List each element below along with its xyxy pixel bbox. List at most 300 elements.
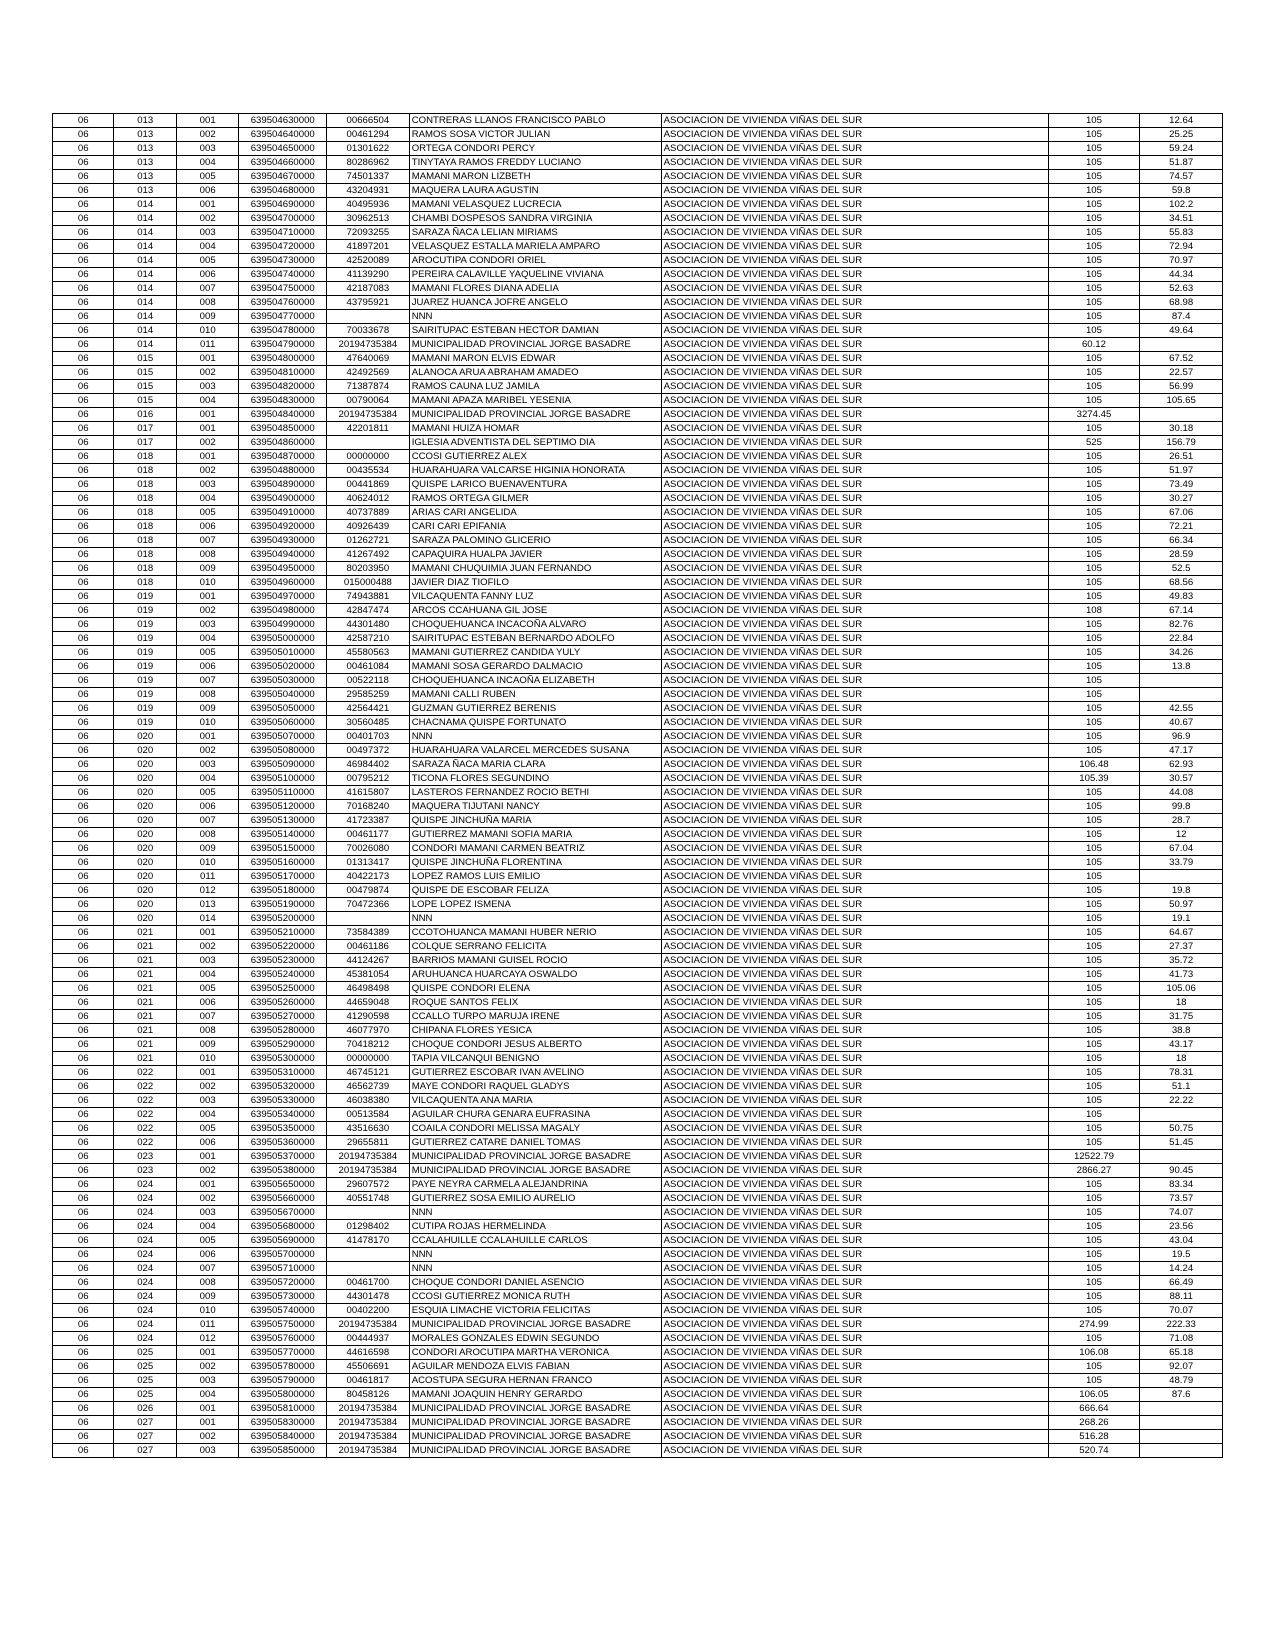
code-cell: 639505700000 <box>239 1248 327 1262</box>
code-cell: 639504990000 <box>239 618 327 632</box>
doc-id-cell: 20194735384 <box>327 1402 410 1416</box>
table-row <box>53 884 1223 898</box>
area-cell: 105 <box>1048 632 1140 646</box>
built-area-cell: 27.37 <box>1140 940 1223 954</box>
owner-name-cell: ORTEGA CONDORI PERCY <box>409 142 661 156</box>
table-row <box>53 1304 1223 1318</box>
built-area-cell: 156.79 <box>1140 436 1223 450</box>
table-row <box>53 954 1223 968</box>
area-cell: 105.39 <box>1048 772 1140 786</box>
sector-cell: 06 <box>53 226 114 240</box>
document-page <box>52 113 1223 1458</box>
lot-cell: 003 <box>176 226 238 240</box>
lot-cell: 009 <box>176 562 238 576</box>
owner-name-cell: PAYE NEYRA CARMELA ALEJANDRINA <box>409 1178 661 1192</box>
block-cell: 023 <box>114 1150 176 1164</box>
association-cell: ASOCIACION DE VIVIENDA VIÑAS DEL SUR <box>661 1234 1048 1248</box>
association-cell: ASOCIACION DE VIVIENDA VIÑAS DEL SUR <box>661 1178 1048 1192</box>
lot-cell: 001 <box>176 450 238 464</box>
code-cell: 639504690000 <box>239 198 327 212</box>
block-cell: 021 <box>114 926 176 940</box>
sector-cell: 06 <box>53 198 114 212</box>
sector-cell: 06 <box>53 506 114 520</box>
table-row <box>53 422 1223 436</box>
code-cell: 639505180000 <box>239 884 327 898</box>
owner-name-cell: TINYTAYA RAMOS FREDDY LUCIANO <box>409 156 661 170</box>
table-row <box>53 282 1223 296</box>
sector-cell: 06 <box>53 562 114 576</box>
block-cell: 021 <box>114 982 176 996</box>
sector-cell: 06 <box>53 1248 114 1262</box>
code-cell: 639504800000 <box>239 352 327 366</box>
built-area-cell: 30.18 <box>1140 422 1223 436</box>
block-cell: 020 <box>114 856 176 870</box>
table-row <box>53 1038 1223 1052</box>
owner-name-cell: RAMOS CAUNA LUZ JAMILA <box>409 380 661 394</box>
owner-name-cell: TAPIA VILCANQUI BENIGNO <box>409 1052 661 1066</box>
area-cell: 105 <box>1048 1276 1140 1290</box>
sector-cell: 06 <box>53 716 114 730</box>
area-cell: 105 <box>1048 1220 1140 1234</box>
built-area-cell: 51.45 <box>1140 1136 1223 1150</box>
table-row <box>53 590 1223 604</box>
association-cell: ASOCIACION DE VIVIENDA VIÑAS DEL SUR <box>661 296 1048 310</box>
sector-cell: 06 <box>53 646 114 660</box>
doc-id-cell: 00401703 <box>327 730 410 744</box>
code-cell: 639505830000 <box>239 1416 327 1430</box>
doc-id-cell: 44301478 <box>327 1290 410 1304</box>
built-area-cell: 62.93 <box>1140 758 1223 772</box>
block-cell: 015 <box>114 380 176 394</box>
doc-id-cell: 42847474 <box>327 604 410 618</box>
built-area-cell: 25.25 <box>1140 128 1223 142</box>
sector-cell: 06 <box>53 170 114 184</box>
table-row <box>53 1346 1223 1360</box>
sector-cell: 06 <box>53 408 114 422</box>
doc-id-cell: 40926439 <box>327 520 410 534</box>
code-cell: 639505680000 <box>239 1220 327 1234</box>
association-cell: ASOCIACION DE VIVIENDA VIÑAS DEL SUR <box>661 1206 1048 1220</box>
owner-name-cell: MAMANI VELASQUEZ LUCRECIA <box>409 198 661 212</box>
code-cell: 639504630000 <box>239 114 327 128</box>
association-cell: ASOCIACION DE VIVIENDA VIÑAS DEL SUR <box>661 324 1048 338</box>
owner-name-cell: MAQUERA TIJUTANI NANCY <box>409 800 661 814</box>
sector-cell: 06 <box>53 688 114 702</box>
doc-id-cell: 72093255 <box>327 226 410 240</box>
sector-cell: 06 <box>53 1122 114 1136</box>
lot-cell: 001 <box>176 422 238 436</box>
lot-cell: 004 <box>176 492 238 506</box>
sector-cell: 06 <box>53 898 114 912</box>
area-cell: 105 <box>1048 282 1140 296</box>
area-cell: 105 <box>1048 828 1140 842</box>
doc-id-cell: 00479874 <box>327 884 410 898</box>
sector-cell: 06 <box>53 1080 114 1094</box>
sector-cell: 06 <box>53 856 114 870</box>
table-row <box>53 548 1223 562</box>
association-cell: ASOCIACION DE VIVIENDA VIÑAS DEL SUR <box>661 814 1048 828</box>
owner-name-cell: SAIRITUPAC ESTEBAN BERNARDO ADOLFO <box>409 632 661 646</box>
block-cell: 019 <box>114 716 176 730</box>
area-cell: 105 <box>1048 506 1140 520</box>
area-cell: 105 <box>1048 114 1140 128</box>
built-area-cell: 102.2 <box>1140 198 1223 212</box>
area-cell: 105 <box>1048 1094 1140 1108</box>
built-area-cell: 42.55 <box>1140 702 1223 716</box>
doc-id-cell: 41267492 <box>327 548 410 562</box>
table-row <box>53 786 1223 800</box>
code-cell: 639505360000 <box>239 1136 327 1150</box>
doc-id-cell: 29655811 <box>327 1136 410 1150</box>
block-cell: 020 <box>114 772 176 786</box>
built-area-cell <box>1140 1430 1223 1444</box>
built-area-cell: 59.8 <box>1140 184 1223 198</box>
built-area-cell: 52.63 <box>1140 282 1223 296</box>
block-cell: 018 <box>114 492 176 506</box>
lot-cell: 002 <box>176 464 238 478</box>
lot-cell: 001 <box>176 1402 238 1416</box>
association-cell: ASOCIACION DE VIVIENDA VIÑAS DEL SUR <box>661 604 1048 618</box>
built-area-cell <box>1140 1108 1223 1122</box>
table-row <box>53 1388 1223 1402</box>
owner-name-cell: AGUILAR MENDOZA ELVIS FABIAN <box>409 1360 661 1374</box>
sector-cell: 06 <box>53 282 114 296</box>
doc-id-cell: 29585259 <box>327 688 410 702</box>
built-area-cell: 18 <box>1140 1052 1223 1066</box>
association-cell: ASOCIACION DE VIVIENDA VIÑAS DEL SUR <box>661 1416 1048 1430</box>
association-cell: ASOCIACION DE VIVIENDA VIÑAS DEL SUR <box>661 352 1048 366</box>
owner-name-cell: MAMANI CALLI RUBEN <box>409 688 661 702</box>
code-cell: 639505290000 <box>239 1038 327 1052</box>
table-row <box>53 436 1223 450</box>
lot-cell: 003 <box>176 380 238 394</box>
code-cell: 639504710000 <box>239 226 327 240</box>
doc-id-cell: 44616598 <box>327 1346 410 1360</box>
association-cell: ASOCIACION DE VIVIENDA VIÑAS DEL SUR <box>661 240 1048 254</box>
code-cell: 639504850000 <box>239 422 327 436</box>
association-cell: ASOCIACION DE VIVIENDA VIÑAS DEL SUR <box>661 534 1048 548</box>
area-cell: 105 <box>1048 646 1140 660</box>
block-cell: 022 <box>114 1122 176 1136</box>
block-cell: 018 <box>114 562 176 576</box>
block-cell: 014 <box>114 226 176 240</box>
block-cell: 021 <box>114 940 176 954</box>
sector-cell: 06 <box>53 1066 114 1080</box>
doc-id-cell: 70472366 <box>327 898 410 912</box>
owner-name-cell: COAILA CONDORI MELISSA MAGALY <box>409 1122 661 1136</box>
code-cell: 639505250000 <box>239 982 327 996</box>
sector-cell: 06 <box>53 534 114 548</box>
sector-cell: 06 <box>53 814 114 828</box>
built-area-cell: 74.07 <box>1140 1206 1223 1220</box>
area-cell: 105 <box>1048 366 1140 380</box>
area-cell: 105 <box>1048 968 1140 982</box>
owner-name-cell: CARI CARI EPIFANIA <box>409 520 661 534</box>
lot-cell: 008 <box>176 1276 238 1290</box>
doc-id-cell: 47640069 <box>327 352 410 366</box>
owner-name-cell: MAMANI MARON LIZBETH <box>409 170 661 184</box>
lot-cell: 006 <box>176 1248 238 1262</box>
association-cell: ASOCIACION DE VIVIENDA VIÑAS DEL SUR <box>661 478 1048 492</box>
lot-cell: 001 <box>176 198 238 212</box>
block-cell: 024 <box>114 1318 176 1332</box>
sector-cell: 06 <box>53 1290 114 1304</box>
owner-name-cell: MAMANI HUIZA HOMAR <box>409 422 661 436</box>
lot-cell: 012 <box>176 884 238 898</box>
doc-id-cell: 70168240 <box>327 800 410 814</box>
sector-cell: 06 <box>53 1192 114 1206</box>
owner-name-cell: CHOQUEHUANCA INCAOÑA ELIZABETH <box>409 674 661 688</box>
sector-cell: 06 <box>53 1178 114 1192</box>
owner-name-cell: MAMANI GUTIERREZ CANDIDA YULY <box>409 646 661 660</box>
lot-cell: 003 <box>176 1094 238 1108</box>
lot-cell: 004 <box>176 1108 238 1122</box>
block-cell: 020 <box>114 730 176 744</box>
area-cell: 105 <box>1048 128 1140 142</box>
association-cell: ASOCIACION DE VIVIENDA VIÑAS DEL SUR <box>661 716 1048 730</box>
owner-name-cell: CHIPANA FLORES YESICA <box>409 1024 661 1038</box>
area-cell: 105 <box>1048 1262 1140 1276</box>
table-row <box>53 576 1223 590</box>
area-cell: 105 <box>1048 240 1140 254</box>
code-cell: 639505230000 <box>239 954 327 968</box>
association-cell: ASOCIACION DE VIVIENDA VIÑAS DEL SUR <box>661 408 1048 422</box>
sector-cell: 06 <box>53 394 114 408</box>
code-cell: 639504840000 <box>239 408 327 422</box>
sector-cell: 06 <box>53 128 114 142</box>
code-cell: 639505090000 <box>239 758 327 772</box>
code-cell: 639504720000 <box>239 240 327 254</box>
built-area-cell: 90.45 <box>1140 1164 1223 1178</box>
owner-name-cell: VILCAQUENTA FANNY LUZ <box>409 590 661 604</box>
association-cell: ASOCIACION DE VIVIENDA VIÑAS DEL SUR <box>661 1024 1048 1038</box>
lot-cell: 011 <box>176 338 238 352</box>
area-cell: 105 <box>1048 478 1140 492</box>
table-row <box>53 772 1223 786</box>
doc-id-cell: 46745121 <box>327 1066 410 1080</box>
owner-name-cell: VILCAQUENTA ANA MARIA <box>409 1094 661 1108</box>
block-cell: 014 <box>114 310 176 324</box>
doc-id-cell <box>327 912 410 926</box>
code-cell: 639505350000 <box>239 1122 327 1136</box>
lot-cell: 010 <box>176 576 238 590</box>
association-cell: ASOCIACION DE VIVIENDA VIÑAS DEL SUR <box>661 772 1048 786</box>
block-cell: 014 <box>114 198 176 212</box>
table-row <box>53 800 1223 814</box>
area-cell: 105 <box>1048 380 1140 394</box>
block-cell: 024 <box>114 1178 176 1192</box>
built-area-cell: 43.04 <box>1140 1234 1223 1248</box>
table-row <box>53 1360 1223 1374</box>
code-cell: 639505020000 <box>239 660 327 674</box>
area-cell: 105 <box>1048 702 1140 716</box>
block-cell: 013 <box>114 184 176 198</box>
table-row <box>53 1066 1223 1080</box>
owner-name-cell: CHOQUE CONDORI JESUS ALBERTO <box>409 1038 661 1052</box>
table-row <box>53 408 1223 422</box>
code-cell: 639504680000 <box>239 184 327 198</box>
association-cell: ASOCIACION DE VIVIENDA VIÑAS DEL SUR <box>661 898 1048 912</box>
owner-name-cell: NNN <box>409 912 661 926</box>
doc-id-cell: 40737889 <box>327 506 410 520</box>
built-area-cell: 22.22 <box>1140 1094 1223 1108</box>
lot-cell: 008 <box>176 296 238 310</box>
code-cell: 639504660000 <box>239 156 327 170</box>
built-area-cell: 31.75 <box>1140 1010 1223 1024</box>
table-row <box>53 184 1223 198</box>
code-cell: 639505730000 <box>239 1290 327 1304</box>
sector-cell: 06 <box>53 520 114 534</box>
doc-id-cell: 43795921 <box>327 296 410 310</box>
block-cell: 018 <box>114 520 176 534</box>
association-cell: ASOCIACION DE VIVIENDA VIÑAS DEL SUR <box>661 576 1048 590</box>
block-cell: 021 <box>114 1038 176 1052</box>
doc-id-cell: 40495936 <box>327 198 410 212</box>
sector-cell: 06 <box>53 702 114 716</box>
built-area-cell: 68.98 <box>1140 296 1223 310</box>
area-cell: 106.05 <box>1048 1388 1140 1402</box>
doc-id-cell: 00461084 <box>327 660 410 674</box>
block-cell: 026 <box>114 1402 176 1416</box>
doc-id-cell: 20194735384 <box>327 408 410 422</box>
block-cell: 024 <box>114 1276 176 1290</box>
area-cell: 105 <box>1048 310 1140 324</box>
built-area-cell: 52.5 <box>1140 562 1223 576</box>
lot-cell: 003 <box>176 954 238 968</box>
block-cell: 020 <box>114 912 176 926</box>
owner-name-cell: RAMOS SOSA VICTOR JULIAN <box>409 128 661 142</box>
association-cell: ASOCIACION DE VIVIENDA VIÑAS DEL SUR <box>661 310 1048 324</box>
owner-name-cell: ALANOCA ARUA ABRAHAM AMADEO <box>409 366 661 380</box>
code-cell: 639505140000 <box>239 828 327 842</box>
block-cell: 016 <box>114 408 176 422</box>
owner-name-cell: CCOTOHUANCA MAMANI HUBER NERIO <box>409 926 661 940</box>
sector-cell: 06 <box>53 1108 114 1122</box>
built-area-cell <box>1140 1444 1223 1458</box>
area-cell: 105 <box>1048 1332 1140 1346</box>
owner-name-cell: QUISPE JINCHUÑA MARIA <box>409 814 661 828</box>
association-cell: ASOCIACION DE VIVIENDA VIÑAS DEL SUR <box>661 996 1048 1010</box>
association-cell: ASOCIACION DE VIVIENDA VIÑAS DEL SUR <box>661 646 1048 660</box>
built-area-cell: 71.08 <box>1140 1332 1223 1346</box>
association-cell: ASOCIACION DE VIVIENDA VIÑAS DEL SUR <box>661 562 1048 576</box>
built-area-cell: 50.97 <box>1140 898 1223 912</box>
doc-id-cell: 46038380 <box>327 1094 410 1108</box>
built-area-cell: 14.24 <box>1140 1262 1223 1276</box>
built-area-cell: 34.51 <box>1140 212 1223 226</box>
sector-cell: 06 <box>53 884 114 898</box>
built-area-cell <box>1140 674 1223 688</box>
owner-name-cell: ARUHUANCA HUARCAYA OSWALDO <box>409 968 661 982</box>
owner-name-cell: HUARAHUARA VALARCEL MERCEDES SUSANA <box>409 744 661 758</box>
lot-cell: 001 <box>176 590 238 604</box>
lot-cell: 002 <box>176 744 238 758</box>
association-cell: ASOCIACION DE VIVIENDA VIÑAS DEL SUR <box>661 730 1048 744</box>
block-cell: 019 <box>114 688 176 702</box>
doc-id-cell: 01298402 <box>327 1220 410 1234</box>
owner-name-cell: CONDORI MAMANI CARMEN BEATRIZ <box>409 842 661 856</box>
owner-name-cell: CAPAQUIRA HUALPA JAVIER <box>409 548 661 562</box>
doc-id-cell: 00461177 <box>327 828 410 842</box>
owner-name-cell: CCOSI GUTIERREZ ALEX <box>409 450 661 464</box>
built-area-cell: 30.57 <box>1140 772 1223 786</box>
area-cell: 105 <box>1048 842 1140 856</box>
area-cell: 105 <box>1048 534 1140 548</box>
lot-cell: 001 <box>176 926 238 940</box>
doc-id-cell: 01262721 <box>327 534 410 548</box>
doc-id-cell: 00497372 <box>327 744 410 758</box>
lot-cell: 014 <box>176 912 238 926</box>
area-cell: 105 <box>1048 226 1140 240</box>
lot-cell: 007 <box>176 1010 238 1024</box>
area-cell: 60.12 <box>1048 338 1140 352</box>
association-cell: ASOCIACION DE VIVIENDA VIÑAS DEL SUR <box>661 1318 1048 1332</box>
sector-cell: 06 <box>53 1220 114 1234</box>
built-area-cell: 48.79 <box>1140 1374 1223 1388</box>
association-cell: ASOCIACION DE VIVIENDA VIÑAS DEL SUR <box>661 842 1048 856</box>
area-cell: 105 <box>1048 1108 1140 1122</box>
owner-name-cell: MUNICIPALIDAD PROVINCIAL JORGE BASADRE <box>409 1164 661 1178</box>
block-cell: 021 <box>114 1010 176 1024</box>
table-row <box>53 996 1223 1010</box>
doc-id-cell: 41723387 <box>327 814 410 828</box>
lot-cell: 011 <box>176 870 238 884</box>
built-area-cell: 67.52 <box>1140 352 1223 366</box>
block-cell: 019 <box>114 702 176 716</box>
code-cell: 639505200000 <box>239 912 327 926</box>
sector-cell: 06 <box>53 296 114 310</box>
built-area-cell: 51.87 <box>1140 156 1223 170</box>
built-area-cell: 88.11 <box>1140 1290 1223 1304</box>
doc-id-cell <box>327 1262 410 1276</box>
sector-cell: 06 <box>53 1038 114 1052</box>
area-cell: 105 <box>1048 268 1140 282</box>
owner-name-cell: SARAZA ÑACA LELIAN MIRIAMS <box>409 226 661 240</box>
code-cell: 639504810000 <box>239 366 327 380</box>
block-cell: 015 <box>114 394 176 408</box>
association-cell: ASOCIACION DE VIVIENDA VIÑAS DEL SUR <box>661 1052 1048 1066</box>
sector-cell: 06 <box>53 968 114 982</box>
lot-cell: 009 <box>176 702 238 716</box>
built-area-cell: 23.56 <box>1140 1220 1223 1234</box>
owner-name-cell: MUNICIPALIDAD PROVINCIAL JORGE BASADRE <box>409 1444 661 1458</box>
table-row <box>53 814 1223 828</box>
code-cell: 639504830000 <box>239 394 327 408</box>
owner-name-cell: AROCUTIPA CONDORI ORIEL <box>409 254 661 268</box>
area-cell: 105 <box>1048 800 1140 814</box>
association-cell: ASOCIACION DE VIVIENDA VIÑAS DEL SUR <box>661 1192 1048 1206</box>
association-cell: ASOCIACION DE VIVIENDA VIÑAS DEL SUR <box>661 1164 1048 1178</box>
block-cell: 024 <box>114 1220 176 1234</box>
built-area-cell: 65.18 <box>1140 1346 1223 1360</box>
doc-id-cell: 80203950 <box>327 562 410 576</box>
table-row <box>53 464 1223 478</box>
table-row <box>53 1402 1223 1416</box>
area-cell: 105 <box>1048 996 1140 1010</box>
code-cell: 639505240000 <box>239 968 327 982</box>
owner-name-cell: MAQUERA LAURA AGUSTIN <box>409 184 661 198</box>
area-cell: 525 <box>1048 436 1140 450</box>
area-cell: 105 <box>1048 296 1140 310</box>
owner-name-cell: ROQUE SANTOS FELIX <box>409 996 661 1010</box>
lot-cell: 005 <box>176 1122 238 1136</box>
table-row <box>53 254 1223 268</box>
built-area-cell: 22.57 <box>1140 366 1223 380</box>
association-cell: ASOCIACION DE VIVIENDA VIÑAS DEL SUR <box>661 1444 1048 1458</box>
table-row <box>53 1248 1223 1262</box>
table-row <box>53 1318 1223 1332</box>
table-row <box>53 310 1223 324</box>
